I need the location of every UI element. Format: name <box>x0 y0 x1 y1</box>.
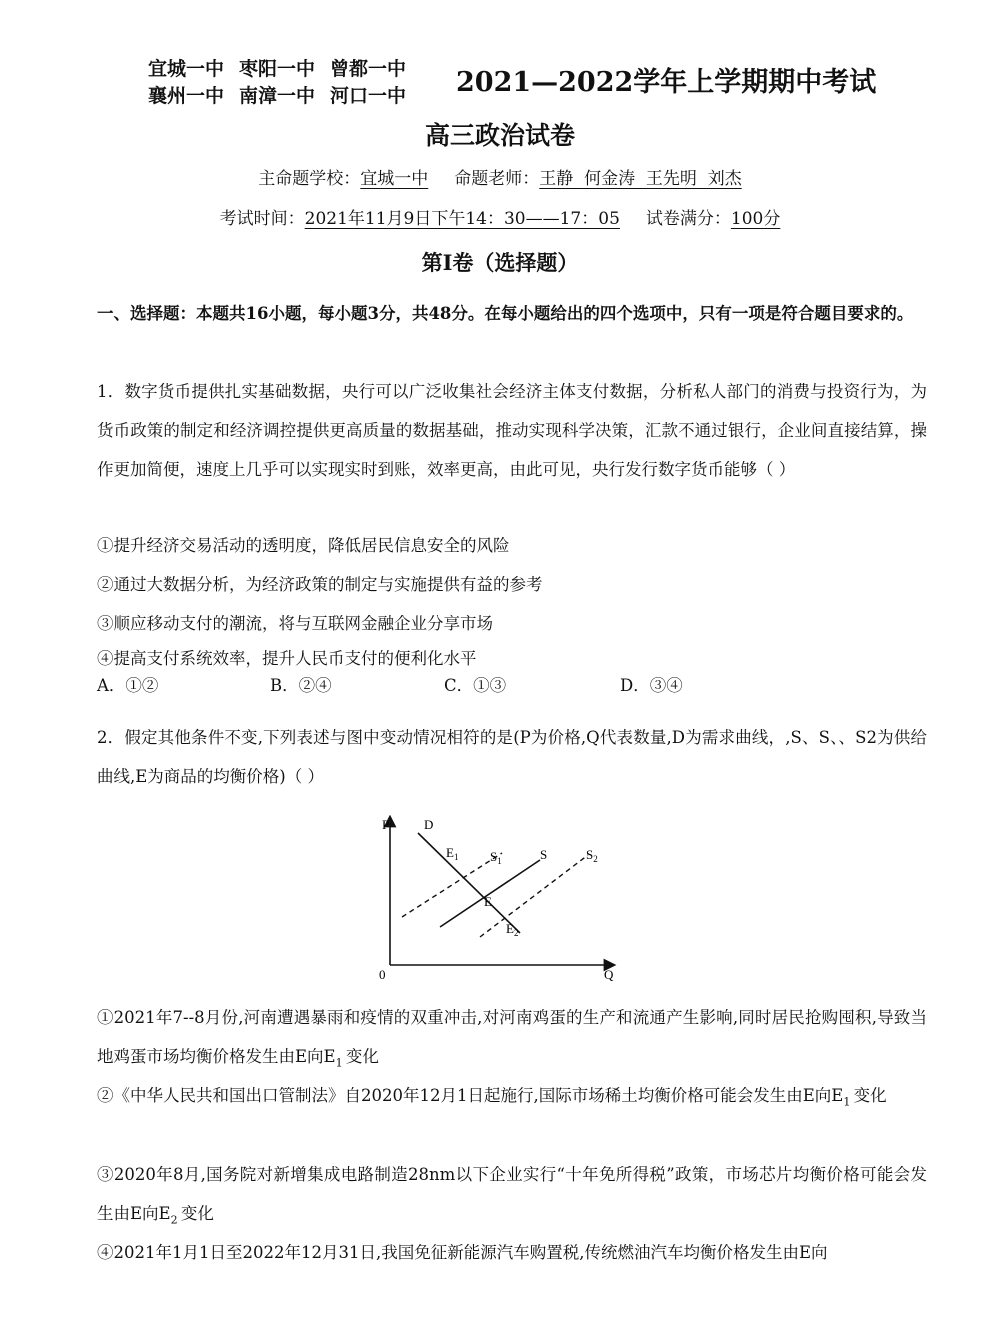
s2-subscript: 2 <box>593 854 598 864</box>
q1-statement-1: ①提升经济交易活动的透明度，降低居民信息安全的风险 <box>97 536 510 555</box>
s2-letter: S <box>586 847 594 862</box>
time-label: 考试时间： <box>219 209 305 229</box>
teacher-label: 命题老师： <box>454 169 540 189</box>
e1-letter: E <box>446 845 454 860</box>
school-list <box>148 56 421 110</box>
q2-statement-2-text: ②《中华人民共和国出口管制法》自2020年12月1日起施行,国际市场稀土均衡价格可能会发生由E向E <box>97 1086 844 1105</box>
e2-label <box>506 921 518 938</box>
q1-choice-c: C．①③ <box>444 676 507 695</box>
supply-demand-graph <box>360 815 630 985</box>
s1-subscript: 1 <box>497 856 502 866</box>
school-row-2 <box>148 83 421 110</box>
q-axis-label: Q <box>604 967 614 982</box>
q2-statement-4: ④2021年1月1日至2022年12月31日,我国免征新能源汽车购置税,传统燃油汽车均衡价格发生由E向 <box>97 1243 828 1262</box>
q2-statement-2 <box>97 1076 927 1121</box>
q2-statement-1-text: ①2021年7--8月份,河南遭遇暴雨和疫情的双重冲击,对河南鸡蛋的生产和流通产生影响,同时居民抢购囤积,导致当地鸡蛋市场均衡价格发生由E向E <box>97 1008 927 1066</box>
s1-letter: S <box>490 849 498 864</box>
q1-choice-a: A．①② <box>97 676 159 695</box>
e2-letter: E <box>506 921 514 936</box>
s-label: S <box>540 847 548 862</box>
p-axis-label: P <box>382 817 390 832</box>
school-name: 襄州一中 <box>148 85 225 107</box>
time-line <box>0 204 1000 229</box>
section-intro: 一、选择题：本题共16小题，每小题3分，共48分。在每小题给出的四个选项中，只有一项是符合题目要求的。 <box>97 304 914 323</box>
q1-stem: 1．数字货币提供扎实基础数据，央行可以广泛收集社会经济主体支付数据，分析私人部门的消费与投资行为，为货币政策的制定和经济调控提供更高质量的数据基础，推动实现科学决策，汇款不通过银行，企业间直接结算，操作更加简便，速度上几乎可以实现实时到账，效率更高，由此可见，央行发行数字货币能够（ ） <box>97 382 927 479</box>
origin-label: 0 <box>379 967 386 982</box>
time-value: 2021年11月9日下午14：30——17：05 <box>304 209 620 229</box>
s2-label <box>586 847 598 864</box>
supply-curve-s2 <box>480 855 588 937</box>
score-label: 试卷满分： <box>645 209 731 229</box>
school-label: 主命题学校： <box>258 169 361 189</box>
q2-statement-3-tail: 变化 <box>180 1204 214 1223</box>
school-name: 南漳一中 <box>239 85 316 107</box>
school-name: 宜城一中 <box>148 58 225 80</box>
q2-stem: 2．假定其他条件不变,下列表述与图中变动情况相符的是(P为价格,Q代表数量,D为需求曲线，,S、S、、S2为供给曲线,E为商品的均衡价格)（ ） <box>97 728 927 786</box>
q2-statement-2-tail: 变化 <box>853 1086 887 1105</box>
demand-label: D <box>424 817 434 832</box>
s1-label <box>490 849 502 866</box>
score-value: 100分 <box>730 209 781 229</box>
e-label: E <box>484 894 492 909</box>
q1-statement-3: ③顺应移动支付的潮流，将与互联网金融企业分享市场 <box>97 614 493 633</box>
q2-statement-3-text: ③2020年8月,国务院对新增集成电路制造28nm以下企业实行“十年免所得税”政策，市场芯片均衡价格可能会发生由E向E <box>97 1165 927 1223</box>
q2-statement-1 <box>97 998 927 1082</box>
part-title: 第Ⅰ卷（选择题） <box>421 250 579 275</box>
school-name: 曾都一中 <box>330 58 407 80</box>
school-name: 枣阳一中 <box>239 58 316 80</box>
q2-statement-2-subscript: 1 <box>843 1095 851 1109</box>
e1-label <box>446 845 458 862</box>
q1-choice-b: B．②④ <box>270 676 332 695</box>
q1-statement-4: ④提高支付系统效率，提升人民币支付的便利化水平 <box>97 649 477 668</box>
q2-statement-3-subscript: 2 <box>170 1213 178 1227</box>
e1-subscript: 1 <box>453 852 459 862</box>
q1-choice-d: D．③④ <box>620 676 683 695</box>
q2-statement-3 <box>97 1155 927 1239</box>
school-row-1 <box>148 56 421 83</box>
teacher-value: 王静 何金涛 王先明 刘杰 <box>539 169 742 189</box>
subject-title: 高三政治试卷 <box>424 121 575 150</box>
q2-statement-1-tail: 变化 <box>345 1047 379 1066</box>
e2-subscript: 2 <box>513 928 519 938</box>
q2-statement-1-subscript: 1 <box>335 1056 343 1070</box>
exam-title: 2021—2022学年上学期期中考试 <box>456 67 877 98</box>
school-name: 河口一中 <box>330 85 407 107</box>
author-line <box>0 164 1000 189</box>
q1-statement-2: ②通过大数据分析，为经济政策的制定与实施提供有益的参考 <box>97 575 543 594</box>
school-value: 宜城一中 <box>360 169 429 189</box>
